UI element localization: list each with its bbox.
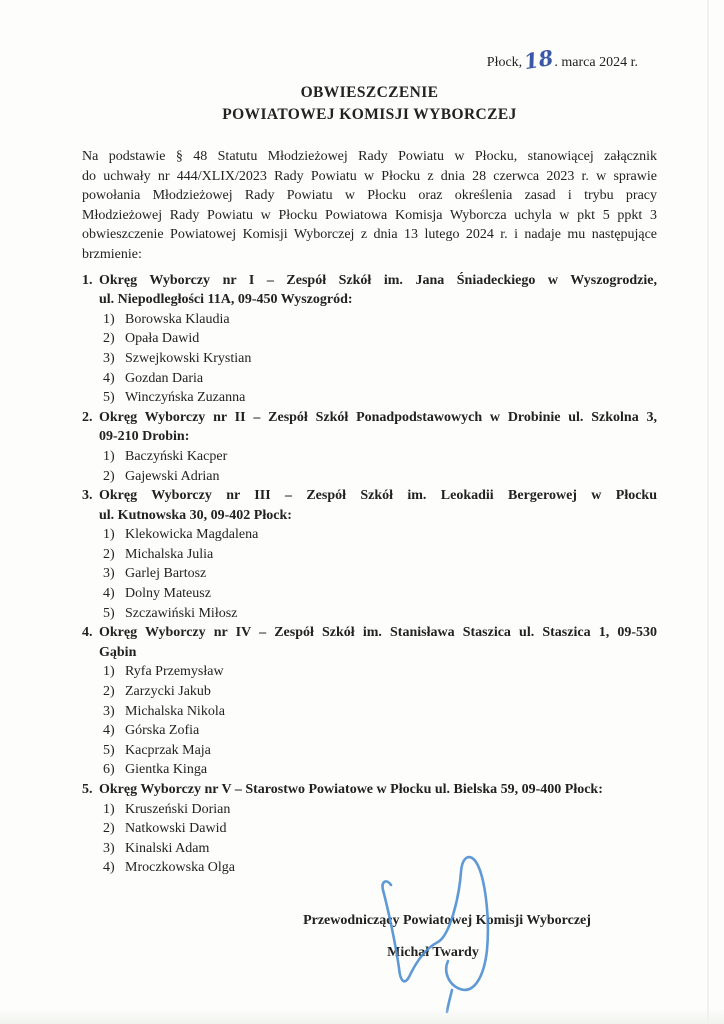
handwritten-day: 18 <box>522 44 556 75</box>
intro-paragraph <box>82 147 657 265</box>
date-rest: . marca 2024 r. <box>554 55 638 70</box>
member-name: Gajewski Adrian <box>125 468 220 484</box>
member-name: Kinalski Adam <box>125 840 210 856</box>
member-row <box>82 741 657 761</box>
member-number: 1) <box>103 664 115 680</box>
intro-line: obwieszczenie Powiatowej Komisji Wyborczej z dnia 13 lutego 2024 r. i nadaje mu następujące <box>82 227 657 243</box>
district-heading <box>82 486 657 525</box>
district-number: 5. <box>82 782 93 797</box>
member-name: Baczyński Kacper <box>125 448 228 464</box>
member-number: 4) <box>103 370 115 386</box>
district-item <box>82 271 657 408</box>
member-name: Kacprzak Maja <box>125 742 211 758</box>
member-row <box>82 349 657 369</box>
member-number: 5) <box>103 742 115 758</box>
date-line <box>82 44 657 75</box>
member-row <box>82 545 657 565</box>
district-item <box>82 623 657 780</box>
intro-line: brzmienie: <box>82 246 142 262</box>
district-heading-line: Gąbin <box>99 644 137 660</box>
district-item <box>82 780 657 878</box>
member-name: Szwejkowski Krystian <box>125 350 252 366</box>
member-row <box>82 584 657 604</box>
member-number: 2) <box>103 468 115 484</box>
district-number: 2. <box>82 409 93 425</box>
member-row <box>82 447 657 467</box>
district-heading <box>82 271 657 310</box>
member-row <box>82 839 657 859</box>
member-row <box>82 369 657 389</box>
intro-line: Na podstawie § 48 Statutu Młodzieżowej Rady Powiatu w Płocku, stanowiącej załącznik <box>82 149 657 164</box>
member-number: 3) <box>103 703 115 719</box>
district-number: 4. <box>82 625 93 641</box>
date-city: Płock, <box>486 55 523 70</box>
member-name: Michalska Julia <box>125 546 214 562</box>
district-heading-line: Okręg Wyborczy nr I – Zespół Szkół im. Jana Śniadeckiego w Wyszogrodzie, <box>99 272 657 288</box>
member-row <box>82 388 657 408</box>
document-content <box>82 0 657 963</box>
member-row <box>82 682 657 702</box>
member-row <box>82 819 657 839</box>
member-name: Mroczkowska Olga <box>125 860 236 876</box>
member-name: Natkowski Dawid <box>125 821 227 837</box>
district-heading-line: Okręg Wyborczy nr V – Starostwo Powiatowe w Płocku ul. Bielska 59, 09-400 Płock: <box>99 782 603 797</box>
member-name: Zarzycki Jakub <box>125 684 211 700</box>
district-heading-line: ul. Kutnowska 30, 09-402 Płock: <box>99 507 292 523</box>
member-name: Borowska Klaudia <box>125 311 230 327</box>
district-heading-line: Okręg Wyborczy nr II – Zespół Szkół Ponadpodstawowych w Drobinie ul. Szkolna 3, <box>99 409 657 425</box>
district-number: 3. <box>82 488 93 504</box>
member-row <box>82 800 657 820</box>
district-item <box>82 408 657 486</box>
member-row <box>82 858 657 878</box>
member-row <box>82 760 657 780</box>
district-heading-line: Okręg Wyborczy nr III – Zespół Szkół im. Leokadii Bergerowej w Płocku <box>99 488 657 504</box>
member-row <box>82 467 657 487</box>
member-name: Ryfa Przemysław <box>125 664 224 680</box>
signature-role: Przewodniczący Powiatowej Komisji Wyborczej <box>303 912 591 928</box>
member-number: 3) <box>103 566 115 582</box>
member-name: Szczawiński Miłosz <box>125 605 238 621</box>
member-number: 2) <box>103 684 115 700</box>
member-name: Gientka Kinga <box>125 762 208 778</box>
member-name: Michalska Nikola <box>125 703 225 719</box>
member-number: 3) <box>103 350 115 366</box>
member-number: 2) <box>103 821 115 837</box>
member-number: 1) <box>103 448 115 464</box>
district-list <box>82 271 657 878</box>
member-row <box>82 564 657 584</box>
member-number: 1) <box>103 311 115 327</box>
member-row <box>82 604 657 624</box>
document-title <box>82 82 657 126</box>
district-heading-line: Okręg Wyborczy nr IV – Zespół Szkół im. Stanisława Staszica ul. Staszica 1, 09-530 <box>99 625 657 641</box>
member-number: 1) <box>103 801 115 817</box>
member-number: 5) <box>103 605 115 621</box>
district-heading-line: 09-210 Drobin: <box>99 429 190 445</box>
member-number: 1) <box>103 527 115 543</box>
member-number: 4) <box>103 586 115 602</box>
member-name: Opała Dawid <box>125 331 200 347</box>
member-number: 3) <box>103 840 115 856</box>
member-name: Winczyńska Zuzanna <box>125 390 246 406</box>
member-number: 2) <box>103 331 115 347</box>
district-heading <box>82 780 657 800</box>
member-row <box>82 329 657 349</box>
intro-line: Młodzieżowej Rady Powiatu w Płocku Powiatowa Komisja Wyborcza uchyla w pkt 5 ppkt 3 <box>82 207 657 223</box>
member-row <box>82 525 657 545</box>
signature-block <box>277 911 617 963</box>
title-line-2: POWIATOWEJ KOMISJI WYBORCZEJ <box>222 106 517 123</box>
signature-name: Michał Twardy <box>387 944 479 960</box>
district-heading <box>82 408 657 447</box>
member-number: 4) <box>103 860 115 876</box>
district-number: 1. <box>82 272 93 288</box>
member-name: Górska Zofia <box>125 723 200 739</box>
district-heading <box>82 623 657 662</box>
member-number: 6) <box>103 762 115 778</box>
member-name: Garlej Bartosz <box>125 566 207 582</box>
member-row <box>82 721 657 741</box>
member-name: Klekowicka Magdalena <box>125 527 259 543</box>
intro-line: do uchwały nr 444/XLIX/2023 Rady Powiatu w Płocku z dnia 28 czerwca 2023 r. w sprawie <box>82 168 657 184</box>
member-row <box>82 310 657 330</box>
member-number: 2) <box>103 546 115 562</box>
intro-line: powołania Młodzieżowej Rady Powiatu w Płocku oraz określenia zasad i trybu pracy <box>82 188 657 204</box>
member-number: 4) <box>103 723 115 739</box>
member-row <box>82 702 657 722</box>
district-heading-line: ul. Niepodległości 11A, 09-450 Wyszogród: <box>99 292 353 308</box>
member-row <box>82 662 657 682</box>
district-item <box>82 486 657 623</box>
member-name: Dolny Mateusz <box>125 586 211 602</box>
title-line-1: OBWIESZCZENIE <box>300 84 439 101</box>
member-name: Kruszeński Dorian <box>125 801 231 817</box>
member-name: Gozdan Daria <box>125 370 204 386</box>
member-number: 5) <box>103 390 115 406</box>
